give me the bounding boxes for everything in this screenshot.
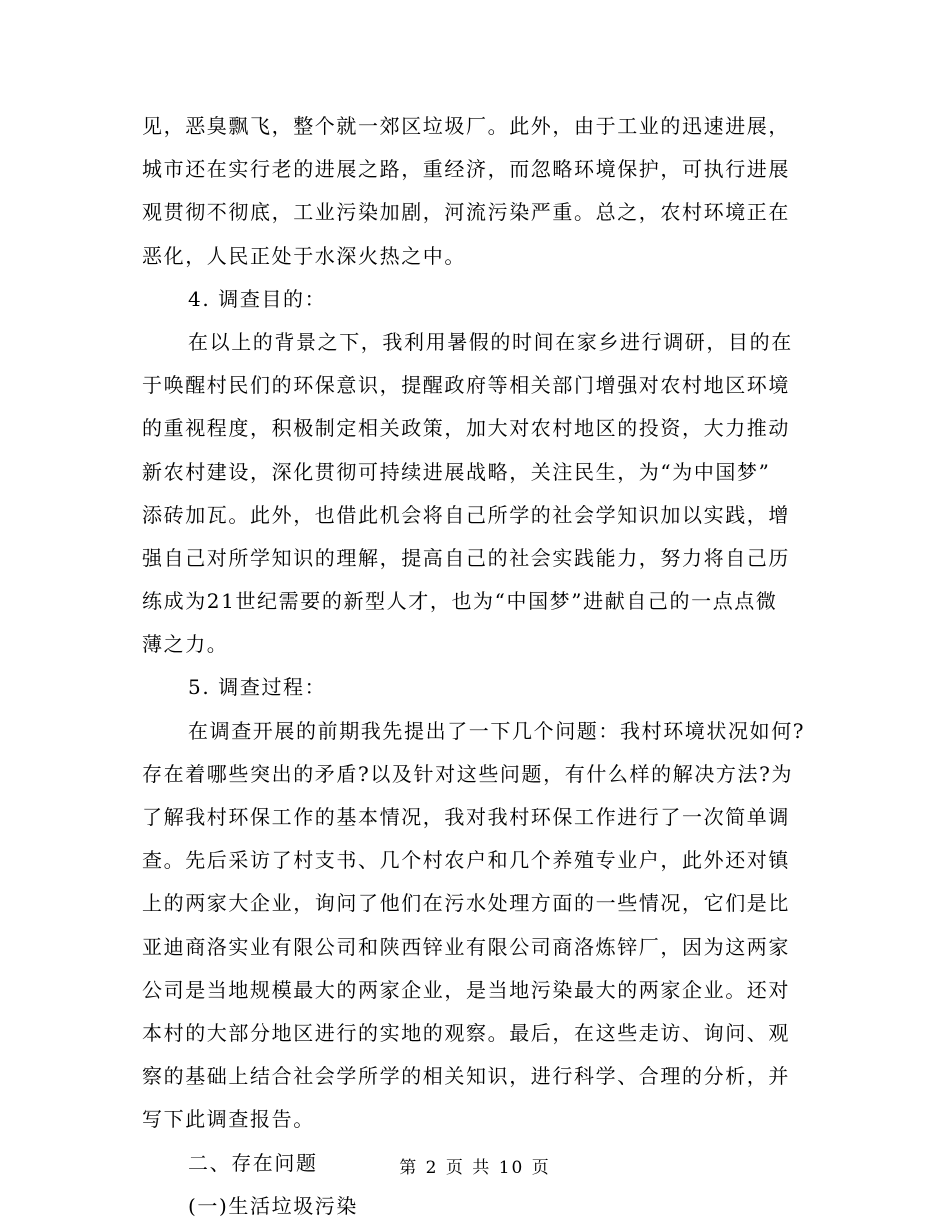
- text-line: 二、存在问题: [188, 1150, 318, 1175]
- text-line: 5. 调查过程：: [188, 675, 327, 700]
- text-line: 于唤醒村民们的环保意识，提醒政府等相关部门增强对农村地区环境: [142, 373, 790, 398]
- text-line: 写下此调查报告。: [142, 1107, 315, 1132]
- text-line: 亚迪商洛实业有限公司和陕西锌业有限公司商洛炼锌厂，因为这两家: [142, 934, 790, 959]
- text-line: 4. 调查目的：: [188, 286, 327, 311]
- text-line: 观贯彻不彻底，工业污染加剧，河流污染严重。总之，农村环境正在: [142, 200, 790, 225]
- text-line: 查。先后采访了村支书、几个村农户和几个养殖专业户，此外还对镇: [142, 848, 790, 873]
- text-line: 新农村建设，深化贯彻可持续进展战略，关注民生，为“为中国梦”: [142, 459, 771, 484]
- text-line: 公司是当地规模最大的两家企业，是当地污染最大的两家企业。还对: [142, 977, 790, 1002]
- text-line: 练成为21世纪需要的新型人才，也为“中国梦”进献自己的一点点微: [142, 589, 778, 614]
- text-line: 上的两家大企业，询问了他们在污水处理方面的一些情况，它们是比: [142, 891, 790, 916]
- text-line: 强自己对所学知识的理解，提高自己的社会实践能力，努力将自己历: [142, 545, 790, 570]
- text-line: 在调查开展的前期我先提出了一下几个问题：我村环境状况如何?: [188, 718, 806, 743]
- text-line: 城市还在实行老的进展之路，重经济，而忽略环境保护，可执行进展: [142, 157, 790, 182]
- text-line: 了解我村环保工作的基本情况，我对我村环保工作进行了一次简单调: [142, 805, 790, 829]
- text-line: 的重视程度，积极制定相关政策，加大对农村地区的投资，大力推动: [142, 416, 790, 441]
- text-line: 存在着哪些突出的矛盾?以及针对这些问题，有什么样的解决方法?为: [142, 761, 794, 786]
- text-line: 在以上的背景之下，我利用暑假的时间在家乡进行调研，目的在: [188, 329, 793, 354]
- text-line: 见，恶臭飘飞，整个就一郊区垃圾厂。此外，由于工业的迅速进展，: [142, 114, 790, 138]
- text-line: 本村的大部分地区进行的实地的观察。最后，在这些走访、询问、观: [142, 1020, 790, 1045]
- text-line: 恶化，人民正处于水深火热之中。: [142, 243, 466, 268]
- document-body: [142, 105, 810, 1228]
- text-line: 薄之力。: [142, 632, 229, 657]
- text-line: 察的基础上结合社会学所学的相关知识，进行科学、合理的分析，并: [142, 1064, 790, 1089]
- page-number-footer: 第 2 页 共 10 页: [399, 1158, 551, 1178]
- text-line: (一)生活垃圾污染: [188, 1193, 359, 1218]
- text-line: 添砖加瓦。此外，也借此机会将自己所学的社会学知识加以实践，增: [142, 502, 790, 527]
